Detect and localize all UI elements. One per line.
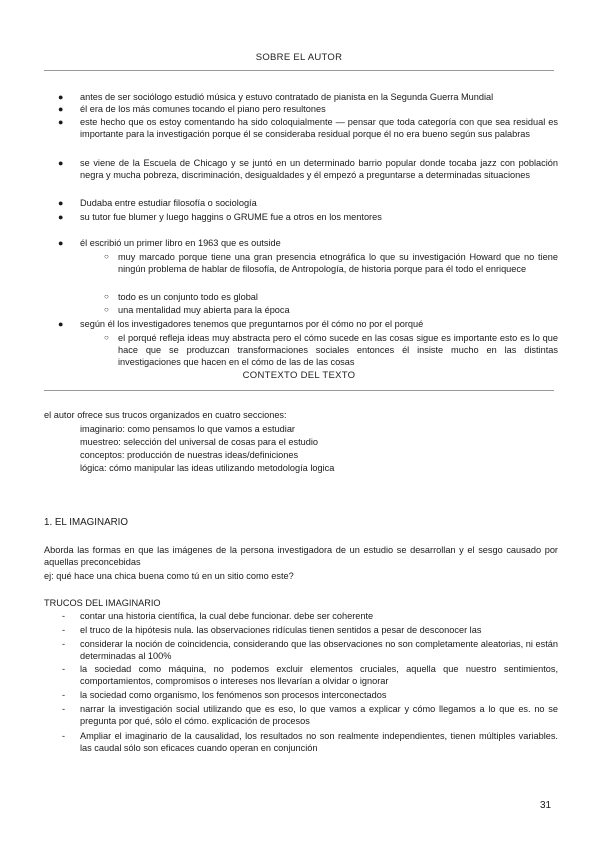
trick-item: la sociedad como organismo, los fenómenos son procesos interconectados [80, 690, 387, 700]
trick-item: la sociedad como máquina, no podemos excluir elementos cruciales, aquella que nuestro sentimientos, comportamientos, compromisos o intereses nos llevarían a olvidar o ignorar [80, 664, 558, 687]
sub-bullet-icon: ○ [104, 333, 109, 342]
bullet-icon: ● [58, 92, 64, 102]
section-title-imaginary: 1. EL IMAGINARIO [44, 517, 129, 528]
sub-list-item: el porqué refleja ideas muy abstracta pero el cómo sucede en las cosas sigue es importante esto es lo que hace que se produzcan transformaciones sociales entonces él insiste mucho en las distintas investigaciones que hacen en el cómo de las de las cosas [118, 333, 558, 368]
dash-bullet: - [62, 664, 66, 674]
trick-item: considerar la noción de coincidencia, considerando que las observaciones no son completamente aleatorias, ni están determinadas al 100% [80, 639, 558, 662]
trick-item: Ampliar el imaginario de la causalidad, los resultados no son realmente independientes, tienen múltiples variables. las caudal sólo son eficaces cuando operan en conjunción [80, 731, 558, 754]
imaginary-example: ej: qué hace una chica buena como tú en un sitio como este? [44, 571, 294, 581]
list-item: Dudaba entre estudiar filosofía o sociología [80, 198, 257, 208]
bullet-icon: ● [58, 238, 64, 248]
dash-bullet: - [62, 625, 66, 635]
list-item: antes de ser sociólogo estudió música y estuvo contratado de pianista en la Segunda Guerra Mundial [80, 92, 494, 102]
context-item: imaginario: como pensamos lo que vamos a estudiar [80, 424, 295, 434]
list-item: él escribió un primer libro en 1963 que es outside [80, 238, 281, 248]
sub-bullet-icon: ○ [104, 305, 109, 314]
context-item: muestreo: selección del universal de cosas para el estudio [80, 437, 318, 447]
sub-list-item: muy marcado porque tiene una gran presencia etnográfica lo que su investigación Howard que no tiene ningún problema de hablar de filosofía, de Antropología, de historia porque para él todo el enriquece [118, 252, 558, 275]
sub-bullet-icon: ○ [104, 292, 109, 301]
dash-bullet: - [62, 704, 66, 714]
bullet-icon: ● [58, 198, 64, 208]
bullet-icon: ● [58, 117, 64, 127]
dash-bullet: - [62, 639, 66, 649]
context-item: conceptos: producción de nuestras ideas/definiciones [80, 450, 299, 460]
dash-bullet: - [62, 611, 66, 621]
dash-bullet: - [62, 731, 66, 741]
section-divider [44, 70, 554, 71]
sub-list-item: una mentalidad muy abierta para la época [118, 305, 290, 315]
trick-item: contar una historia científica, la cual debe funcionar. debe ser coherente [80, 611, 374, 621]
list-item: este hecho que os estoy comentando ha sido coloquialmente — pensar que toda categoría con que sea residual es importante para la investigación porque él se consideraba residual porque él no era bueno según sus palabras [80, 117, 558, 140]
bullet-icon: ● [58, 212, 64, 222]
page-number: 31 [540, 800, 552, 811]
sub-list-item: todo es un conjunto todo es global [118, 292, 258, 302]
tricks-title: TRUCOS DEL IMAGINARIO [44, 598, 161, 608]
list-item: se viene de la Escuela de Chicago y se juntó en un determinado barrio popular donde tocaba jazz con población negra y mucha pobreza, discriminación, desigualdades y él empezó a preguntarse a determinadas situaciones [80, 158, 558, 181]
section-title-about-author: SOBRE EL AUTOR [255, 52, 343, 63]
list-item: él era de los más comunes tocando el piano pero resultones [80, 104, 326, 114]
list-item: su tutor fue blumer y luego haggins o GRUME fue a otros en los mentores [80, 212, 382, 222]
trick-item: el truco de la hipótesis nula. las observaciones ridículas tienen sentidos a pesar de desconocer las [80, 625, 482, 635]
section-title-context: CONTEXTO DEL TEXTO [242, 370, 356, 381]
trick-item: narrar la investigación social utilizando que es eso, lo que vamos a explicar y cómo llegamos a lo que es. no se pregunta por qué, sólo el cómo. explicación de procesos [80, 704, 558, 727]
dash-bullet: - [62, 690, 66, 700]
bullet-icon: ● [58, 104, 64, 114]
section-divider [44, 390, 554, 391]
sub-bullet-icon: ○ [104, 252, 109, 261]
context-intro: el autor ofrece sus trucos organizados en cuatro secciones: [44, 410, 287, 420]
context-item: lógica: cómo manipular las ideas utilizando metodología logica [80, 463, 335, 473]
list-item: según él los investigadores tenemos que preguntarnos por él cómo no por el porqué [80, 319, 424, 329]
bullet-icon: ● [58, 158, 64, 168]
imaginary-paragraph: Aborda las formas en que las imágenes de la persona investigadora de un estudio se desarrollan y el sesgo causado por aquellas preconcebidas [44, 545, 558, 568]
bullet-icon: ● [58, 319, 64, 329]
